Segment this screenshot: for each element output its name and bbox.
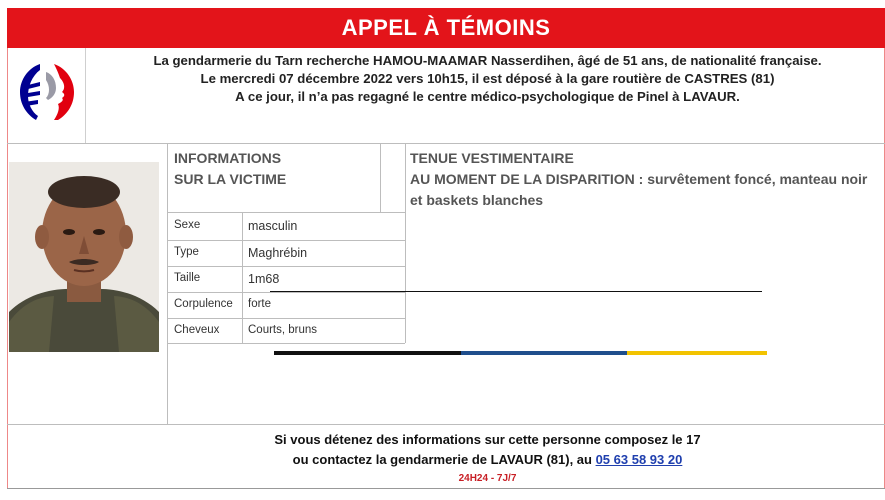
contact-footer [90,430,885,486]
stripe-yellow [627,351,767,355]
victim-heading-line-1: INFORMATIONS [174,150,282,166]
footer-line-2-text: ou contactez la gendarmerie de LAVAUR (81), au [292,452,596,467]
footer-line-2 [90,450,885,470]
label-taille: Taille [174,272,201,284]
frame-bottom-border [7,488,885,489]
marianne-logo-icon [10,58,80,128]
label-sexe: Sexe [174,219,201,231]
divider-row-2 [167,266,405,267]
value-taille: 1m68 [248,272,280,286]
value-type: Maghrébin [248,246,308,260]
clothing-section [410,148,867,211]
value-corpulence: forte [248,298,272,310]
victim-photo [9,162,159,352]
logo-cell [7,48,86,143]
label-cheveux: Cheveux [174,324,220,336]
label-corpulence: Corpulence [174,298,233,310]
label-type: Type [174,246,199,258]
intro-line-3: A ce jour, il n’a pas regagné le centre médico-psychologique de Pinel à LAVAUR. [235,89,740,104]
divider-col-label [242,212,243,343]
banner-title: APPEL À TÉMOINS [341,15,551,40]
divider-col-mid [380,143,381,212]
intro-line-2: Le mercredi 07 décembre 2022 vers 10h15, il est déposé à la gare routière de CASTRES (81) [200,71,775,86]
divider-row-4 [167,318,405,319]
divider-col-photo [167,143,168,424]
appeal-banner [7,8,885,48]
value-cheveux: Courts, bruns [248,324,318,336]
divider-table-top [167,212,405,213]
footer-line-1: Si vous détenez des informations sur cette personne composez le 17 [274,432,701,447]
value-sexe: masculin [248,219,298,233]
clothing-line-1: TENUE VESTIMENTAIRE [410,150,574,166]
divider-top [7,143,885,144]
clothing-line-2: AU MOMENT DE LA DISPARITION : survêtement foncé, manteau noir [410,171,868,187]
intro-line-1: La gendarmerie du Tarn recherche HAMOU-MAAMAR Nasserdihen, âgé de 51 ans, de nationalité française. [153,53,822,68]
divider-bottom [7,424,885,425]
divider-col-clothing [405,143,406,343]
divider-row-5 [167,343,405,344]
stripe-black [274,351,461,355]
clothing-line-3: et baskets blanches [410,192,544,208]
divider-row-1 [167,240,405,241]
hours-note: 24H24 - 7J/7 [458,473,517,484]
portrait-image [9,162,159,352]
victim-heading-line-2: SUR LA VICTIME [174,171,287,187]
underline-rule [270,291,762,292]
divider-row-3 [167,292,405,293]
intro-text [90,52,885,106]
stripe-blue [461,351,627,355]
phone-link[interactable]: 05 63 58 93 20 [595,452,683,467]
victim-heading [174,148,286,190]
